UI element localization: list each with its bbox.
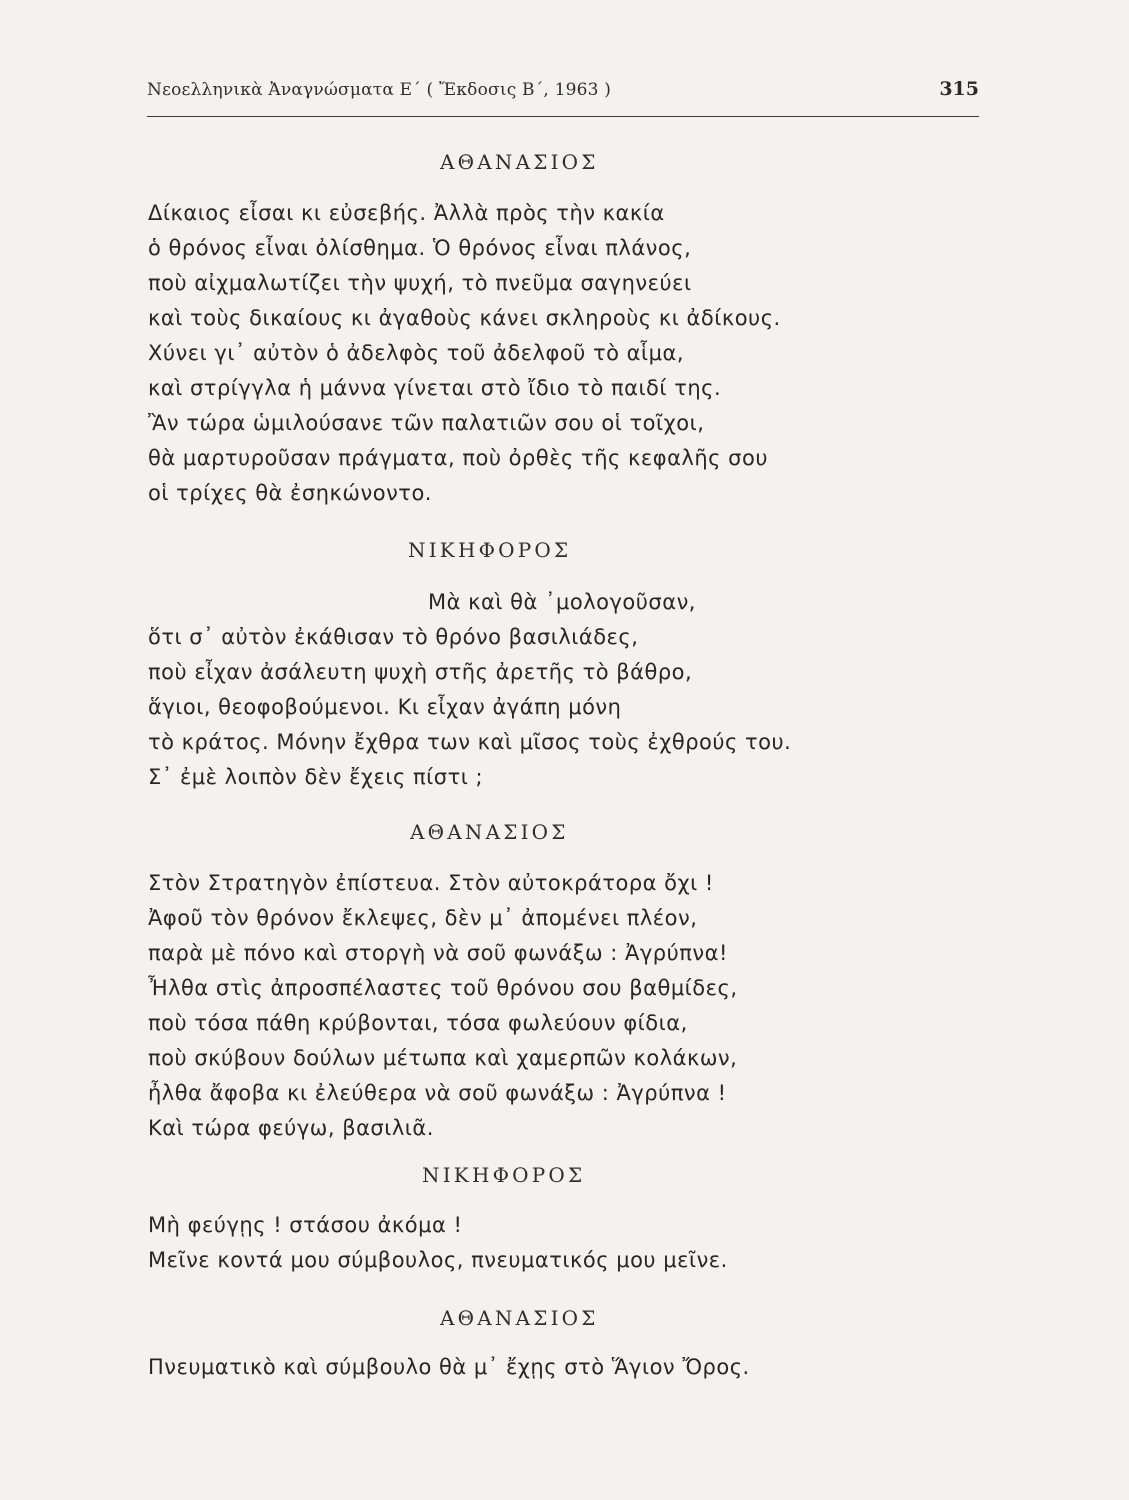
verse-line: ποὺ τόσα πάθη κρύβονται, τόσα φωλεύουν φίδια, [148,1011,688,1035]
speaker-name: ΑΘΑΝΑΣΙΟΣ [410,820,569,844]
verse-line: ὁ θρόνος εἶναι ὀλίσθημα. Ὁ θρόνος εἶναι πλάνος, [148,236,692,260]
verse-line: Δίκαιος εἶσαι κι εὐσεβής. Ἀλλὰ πρὸς τὴν κακία [148,201,665,225]
verse-line: θὰ μαρτυροῦσαν πράγματα, ποὺ ὀρθὲς τῆς κεφαλῆς σου [148,446,768,470]
verse-line: παρὰ μὲ πόνο καὶ στοργὴ νὰ σοῦ φωνάξω : Ἀγρύπνα! [148,941,728,965]
speaker-name: ΝΙΚΗΦΟΡΟΣ [422,1163,586,1187]
verse-line: Στὸν Στρατηγὸν ἐπίστευα. Στὸν αὐτοκράτορα ὄχι ! [148,871,714,895]
verse-line: Μὰ καὶ θὰ ᾽μολογοῦσαν, [428,590,696,614]
verse-line: Ἂν τώρα ὡμιλούσανε τῶν παλατιῶν σου οἱ τοῖχοι, [148,411,705,435]
verse-line: Καὶ τώρα φεύγω, βασιλιᾶ. [148,1116,434,1140]
verse-line: ποὺ εἶχαν ἀσάλευτη ψυχὴ στῆς ἀρετῆς τὸ βάθρο, [148,660,693,684]
verse-line: ποὺ αἰχμαλωτίζει τὴν ψυχή, τὸ πνεῦμα σαγηνεύει [148,271,692,295]
verse-line: ποὺ σκύβουν δούλων μέτωπα καὶ χαμερπῶν κολάκων, [148,1046,738,1070]
running-header [147,76,979,117]
page-number: 315 [939,78,979,100]
verse-line: Μὴ φεύγῃς ! στάσου ἀκόμα ! [148,1213,463,1237]
book-title-edition: Νεοελληνικὰ Ἀναγνώσματα Ε´ ( Ἔκδοσις Β´, 1963 ) [147,80,612,100]
speaker-name: ΑΘΑΝΑΣΙΟΣ [440,150,599,174]
speaker-name: ΑΘΑΝΑΣΙΟΣ [440,1306,599,1330]
verse-line: καὶ τοὺς δικαίους κι ἀγαθοὺς κάνει σκληροὺς κι ἀδίκους. [148,306,781,330]
verse-line: Χύνει γι᾽ αὐτὸν ὁ ἀδελφὸς τοῦ ἀδελφοῦ τὸ αἷμα, [148,341,685,365]
verse-line: οἱ τρίχες θὰ ἐσηκώνοντο. [148,481,432,505]
verse-line: Σ᾽ ἐμὲ λοιπὸν δὲν ἔχεις πίστι ; [148,765,484,789]
verse-line: ὅτι σ᾽ αὐτὸν ἐκάθισαν τὸ θρόνο βασιλιάδες, [148,625,639,649]
speaker-name: ΝΙΚΗΦΟΡΟΣ [408,538,572,562]
verse-line: Μεῖνε κοντά μου σύμβουλος, πνευματικός μου μεῖνε. [148,1248,728,1272]
verse-line: ἅγιοι, θεοφοβούμενοι. Κι εἶχαν ἀγάπη μόνη [148,695,622,719]
verse-line: τὸ κράτος. Μόνην ἔχθρα των καὶ μῖσος τοὺς ἐχθρούς του. [148,730,792,754]
verse-line: Ἦλθα στὶς ἀπροσπέλαστες τοῦ θρόνου σου βαθμίδες, [148,976,738,1000]
verse-line: Ἀφοῦ τὸν θρόνον ἔκλεψες, δὲν μ᾽ ἀπομένει πλέον, [148,906,698,930]
verse-line: ἦλθα ἄφοβα κι ἐλεύθερα νὰ σοῦ φωνάξω : Ἀγρύπνα ! [148,1081,727,1105]
verse-line: καὶ στρίγγλα ἡ μάννα γίνεται στὸ ἴδιο τὸ παιδί της. [148,376,722,400]
verse-line: Πνευματικὸ καὶ σύμβουλο θὰ μ᾽ ἔχῃς στὸ Ἅγιον Ὄρος. [148,1355,750,1379]
